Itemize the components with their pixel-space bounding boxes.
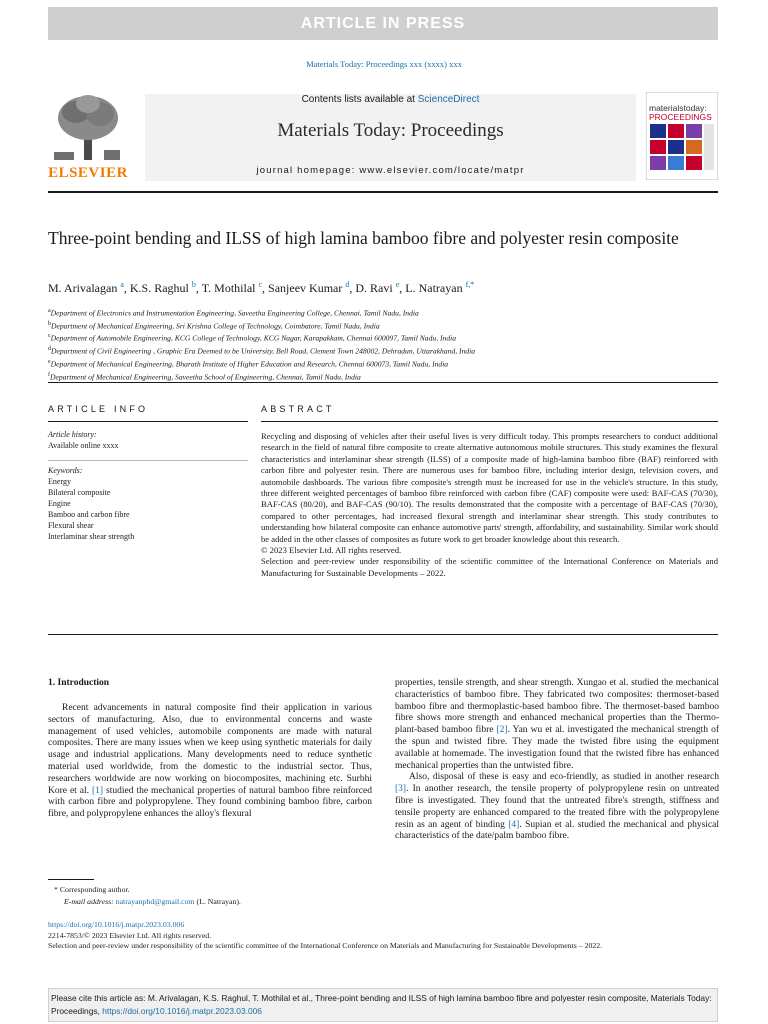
cover-line-2: PROCEEDINGS <box>649 112 712 122</box>
author-name: L. Natrayan <box>405 281 463 295</box>
history-divider <box>48 460 248 461</box>
abstract-end-rule <box>48 634 718 635</box>
contents-prefix: Contents lists available at <box>301 94 418 105</box>
email-link[interactable]: natrayanphd@gmail.com <box>115 897 195 906</box>
keyword: Flexural shear <box>48 521 94 530</box>
please-cite-box <box>48 988 718 1022</box>
journal-homepage-link[interactable]: journal homepage: www.elsevier.com/locate/matpr <box>256 165 525 176</box>
article-title: Three-point bending and ILSS of high lamina bamboo fibre and polyester resin composite <box>48 228 679 248</box>
article-info-rule <box>48 421 248 422</box>
affiliation-rule <box>48 382 718 383</box>
affiliation-item: $^d$Department of Civil Engineering , Graphic Era Deemed to be University, Bell Road, Clement Town 248002, Dehradun, Uttarakhand, India <box>48 346 476 356</box>
journal-title: Materials Today: Proceedings <box>277 120 504 141</box>
history-label: Article history: <box>48 430 97 439</box>
author-name: T. Mothilal <box>201 281 256 295</box>
article-meta <box>48 920 718 952</box>
affiliation-item: $^c$Department of Automobile Engineering, KCG College of Technology, KCG Nagar, Karapakkam, Chennai 600097, Tamil Nadu, India <box>48 333 457 343</box>
doi-link[interactable]: https://doi.org/10.1016/j.matpr.2023.03.006 <box>48 920 185 929</box>
affiliation-item: $^a$Department of Electronics and Instrumentation Engineering, Saveetha Engineering College, Chennai, Tamil Nadu, India <box>48 308 419 318</box>
keyword: Bamboo and carbon fibre <box>48 510 130 519</box>
footnote <box>48 884 241 908</box>
affil-marker[interactable]: d <box>345 280 350 289</box>
cover-wordmark <box>649 104 712 122</box>
affiliation-item: $^e$Department of Mechanical Engineering, Bharath Institute of Higher Education and Research, Chennai 600073, Tamil Nadu, India <box>48 358 449 369</box>
abstract-copyright: © 2023 Elsevier Ltd. All rights reserved. <box>261 545 402 556</box>
keywords-block <box>48 465 134 542</box>
footnote-rule <box>48 879 94 880</box>
citation-ref[interactable]: [1] <box>92 785 104 796</box>
paragraph: properties, tensile strength, and shear strength. Xungao et al. studied the mechanical characteristics of bamboo fibre. They fabricated two composites: thermoset-based bamboo fibre and thermoplastic-based bamboo fibre. The thermoset-based bamboo fibre shows more strength and enhanced mechanical properties than the Thermo-plant-based bamboo fibre [2]. Yan wu et al. investigated the mechanical strength of the spun and twisted fibre. They made the twisted fibre using the equipment available at homemade. The investigation found that the twisted fibre has enhanced mechanical properties than the untwisted fibre. <box>395 678 719 771</box>
author-list: M. Arivalagan $^a$, K.S. Raghul $^b$, T. Mothilal $^c$, Sanjeev Kumar $^d$, D. Ravi $^e$, L. Natrayan $^{f,*}$ <box>48 280 475 295</box>
journal-citation-link[interactable]: Materials Today: Proceedings xxx (xxxx) xxx <box>306 59 462 69</box>
affil-marker[interactable]: c <box>258 280 263 289</box>
peer-review-line: Selection and peer-review under responsibility of the scientific committee of the International Conference on Materials and Manufacturing for Sustainable Developments – 2022. <box>48 941 603 951</box>
cite-text: Please cite this article as: M. Arivalagan, K.S. Raghul, T. Mothilal et al., Three-point bending and ILSS of high lamina bamboo fibre and polyester resin composite, Materials Today: Proceedings, <box>51 993 712 1016</box>
abstract-heading: ABSTRACT <box>261 404 335 414</box>
abstract-body <box>261 431 718 579</box>
keyword: Bilateral composite <box>48 488 111 497</box>
paragraph: Also, disposal of these is easy and eco-friendly, as studied in another research [3]. In another research, the tensile property of polypropylene resin on untreated fibre is investigated. They found that the untreated fibre's strength, stiffness and tensile property are enhanced compared to the treated fibre with the polypropylene resin as an agent of binding [4]. Supian et al. studied the mechanical and physical characteristics of the date/palm bamboo fibre. <box>395 772 719 842</box>
citation-ref[interactable]: [2] <box>496 725 508 736</box>
citation-ref[interactable]: [3] <box>395 784 407 795</box>
section-heading-introduction: 1. Introduction <box>48 678 110 688</box>
contents-line <box>145 94 636 105</box>
author-name: M. Arivalagan <box>48 281 118 295</box>
keyword: Energy <box>48 477 71 486</box>
article-history <box>48 429 119 451</box>
elsevier-wordmark: ELSEVIER <box>48 165 128 181</box>
affiliation-list <box>48 306 475 382</box>
corresponding-author: * Corresponding author. <box>54 885 130 894</box>
affil-marker[interactable]: e <box>395 280 400 289</box>
citation-ref[interactable]: [4] <box>508 819 520 830</box>
author-name: K.S. Raghul <box>129 281 189 295</box>
keyword: Interlaminar shear strength <box>48 532 135 541</box>
keywords-label: Keywords: <box>48 466 83 475</box>
issn-line: 2214-7853/© 2023 Elsevier Ltd. All rights reserved. <box>48 930 212 940</box>
affil-marker[interactable]: b <box>191 280 196 289</box>
article-in-press-banner: ARTICLE IN PRESS <box>48 7 718 40</box>
email-line: E-mail address: natrayanphd@gmail.com (L. Natrayan). <box>64 897 241 906</box>
affiliation-item: $^b$Department of Mechanical Engineering, Sri Krishna College of Technology, Coimbatore, Tamil Nadu, India <box>48 320 380 331</box>
affil-marker[interactable]: a <box>120 280 124 289</box>
keyword: Engine <box>48 499 71 508</box>
author-name: Sanjeev Kumar <box>268 281 343 295</box>
abstract-peer-review: Selection and peer-review under responsibility of the scientific committee of the International Conference on Materials and Manufacturing for Sustainable Developments – 2022. <box>261 556 718 578</box>
abstract-rule <box>261 421 718 422</box>
affil-marker[interactable]: f,* <box>465 280 475 289</box>
article-info-heading: ARTICLE INFO <box>48 404 149 414</box>
abstract-text: Recycling and disposing of vehicles after their useful lives is very difficult today. This prompts researchers to conduct additional research in the field of natural fibre composite to create alternative autonomous mobile structures. This study examines the flexural characteristics and interlaminar shear strength (ILSS) of a composite made of high-lamina bamboo fibre (BAF) reinforced with carbon fibre and polyester resin. There are numerous uses for bamboo fibre, including interior design, television covers, and automobile dashboards. The various fibre composite's strength must be increased for use in the vehicle's structure. In this study, three different weighted percentages of bamboo fibre reinforced with carbon fibre (CAF) composite were used: BAF-CAS (70/30), BAF-CAS (80/20), and BAF-CAS (90/10). The results demonstrated that the composite with a percentage of BAF-CAS (70/30), compared to other percentages, had increased flexural strength and interlaminar shear strength. This study contributes to understanding how bilateral composite can enhance automotive parts' strength, affordability, and sustainability. Similar work should be added in the other classes of composites as future work to get broader knowledge about this research. <box>261 431 718 544</box>
history-value: Available online xxxx <box>48 441 119 450</box>
paragraph: Recent advancements in natural composite find their application in various sectors of manufacturing. Also, due to environmental concerns and waste management of used vehicles, automobile components are made with natural composites. There are many issues when we keep using synthetic materials for daily usage and industrial applications. Many developments need to reduce synthetic material used worldwide, from the domestic to the industrial sector. Thus, researchers worldwide are now working on biocomposites, machining etc. Surbhi Kore et al. [1] studied the mechanical properties of natural bamboo fibre reinforced with carbon fibre and polypropylene. They found combining bamboo fibre, carbon fibre, and polypropylene enhances the alloy's flexural <box>48 703 372 820</box>
cite-doi-link[interactable]: https://doi.org/10.1016/j.matpr.2023.03.006 <box>102 1006 262 1016</box>
cover-line-1: materialstoday: <box>649 103 707 113</box>
body-column-right <box>395 678 719 843</box>
sciencedirect-link[interactable]: ScienceDirect <box>417 94 480 105</box>
header-rule <box>48 191 718 193</box>
affiliation-item: $^f$Department of Mechanical Engineering, Saveetha School of Engineering, Chennai, Tamil Nadu, India <box>48 371 361 382</box>
author-name: D. Ravi <box>355 281 393 295</box>
body-column-left <box>48 703 372 821</box>
